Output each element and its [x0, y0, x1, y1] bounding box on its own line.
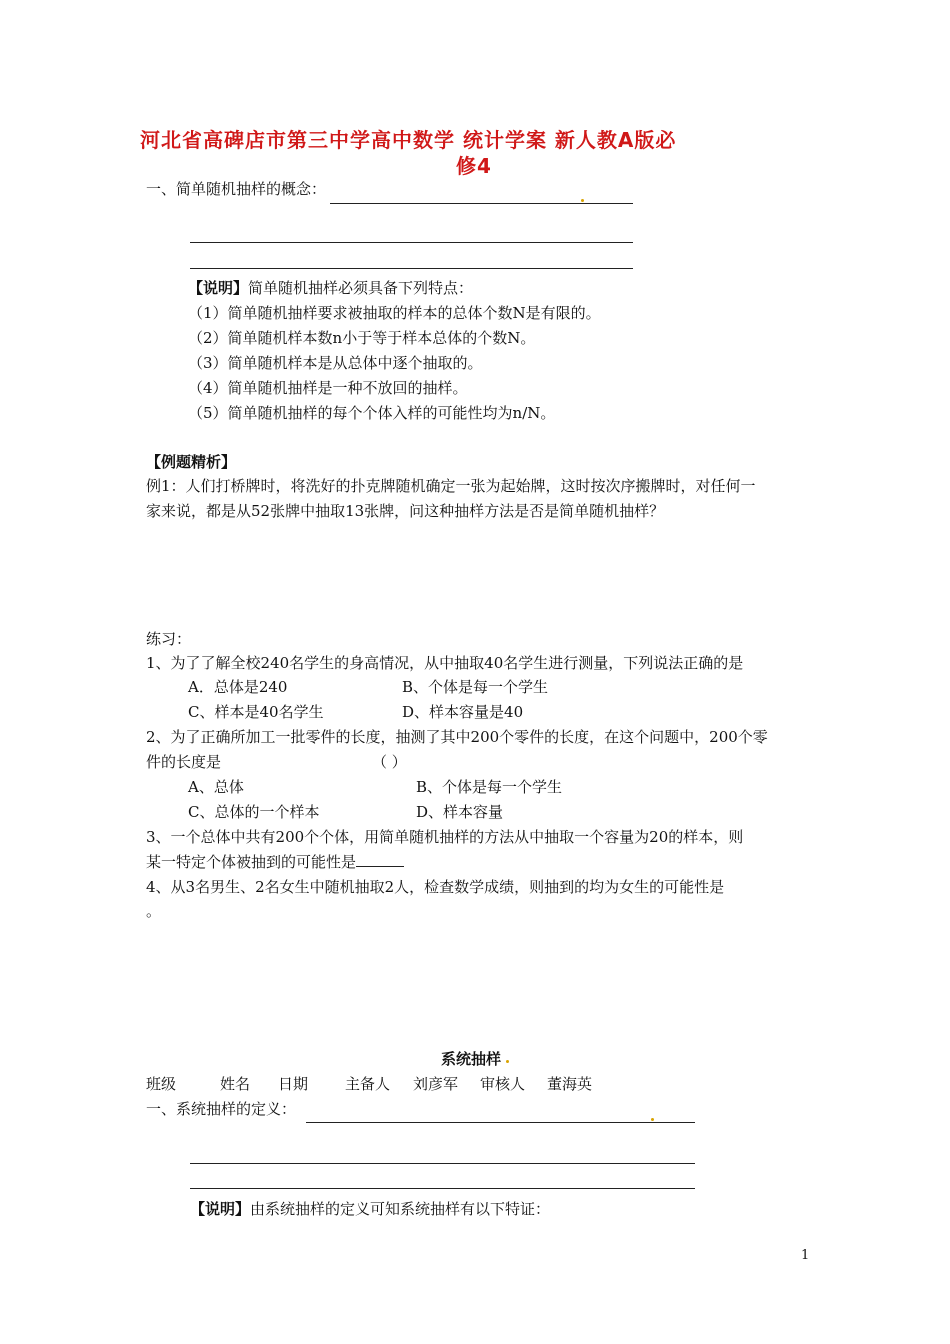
q2-stem-line2: 件的长度是	[146, 753, 222, 771]
example-line1: 例1：人们打桥牌时，将洗好的扑克牌随机确定一张为起始牌，这时按次序搬牌时，对任何一	[146, 477, 756, 495]
def-answer-line-2	[190, 1163, 695, 1164]
point-2: （2）简单随机样本数n小于等于样本总体的个数N。	[188, 329, 536, 347]
marker-dot	[506, 1060, 509, 1063]
q2-stem-line1: 2、为了正确所加工一批零件的长度，抽测了其中200个零件的长度，在这个问题中，200个零	[146, 728, 768, 746]
point-1: （1）简单随机抽样要求被抽取的样本的总体个数N是有限的。	[188, 304, 601, 322]
page-title-line1: 河北省高碑店市第三中学高中数学 统计学案 新人教A版必	[140, 128, 677, 152]
page-title-line2: 修4	[456, 154, 492, 178]
q4-stem-line1: 4、从3名男生、2名女生中随机抽取2人，检查数学成绩，则抽到的均为女生的可能性是	[146, 878, 725, 896]
answer-line-1	[330, 203, 633, 204]
page-number: 1	[801, 1248, 810, 1263]
point-3: （3）简单随机样本是从总体中逐个抽取的。	[188, 354, 483, 372]
q3-answer-blank	[356, 852, 404, 867]
note-label: 【说明】	[188, 279, 249, 297]
q1-option-d: D、样本容量是40	[402, 703, 524, 721]
point-4: （4）简单随机抽样是一种不放回的抽样。	[188, 379, 468, 397]
q3-stem-text: 某一特定个体被抽到的可能性是	[146, 853, 357, 871]
q3-stem-line1: 3、一个总体中共有200个个体，用简单随机抽样的方法从中抽取一个容量为20的样本，则	[146, 828, 744, 846]
info-name: 姓名	[220, 1075, 251, 1093]
q2-option-d: D、样本容量	[416, 803, 504, 821]
section1-note	[188, 277, 473, 298]
systematic-note	[190, 1198, 550, 1219]
q3-stem-line2	[146, 851, 404, 872]
q2-option-c: C、总体的一个样本	[188, 803, 320, 821]
info-class: 班级	[146, 1075, 177, 1093]
info-preparer-label: 主备人	[345, 1075, 391, 1093]
info-reviewer-label: 审核人	[480, 1075, 526, 1093]
q4-stem-line2: 。	[146, 902, 162, 920]
practice-heading: 练习：	[146, 630, 192, 648]
q1-stem: 1、为了了解全校240名学生的身高情况，从中抽取40名学生进行测量，下列说法正确的是	[146, 654, 744, 672]
example-heading: 【例题精析】	[146, 453, 237, 471]
section1-heading: 一、简单随机抽样的概念：	[146, 180, 327, 198]
q2-answer-paren: （ ）	[372, 753, 407, 771]
marker-dot	[651, 1118, 654, 1121]
systematic-heading: 系统抽样	[441, 1050, 502, 1068]
q2-option-b: B、个体是每一个学生	[416, 778, 563, 796]
def-answer-line-3	[190, 1188, 695, 1189]
answer-line-3	[190, 268, 633, 269]
marker-dot	[581, 199, 584, 202]
point-5: （5）简单随机抽样的每个个体入样的可能性均为n/N。	[188, 404, 556, 422]
q2-option-a: A、总体	[188, 778, 244, 796]
note-label: 【说明】	[190, 1200, 251, 1218]
info-date: 日期	[278, 1075, 309, 1093]
note-text: 简单随机抽样必须具备下列特点：	[248, 279, 474, 297]
info-preparer: 刘彦军	[413, 1075, 459, 1093]
note-text: 由系统抽样的定义可知系统抽样有以下特证：	[250, 1200, 551, 1218]
q1-option-a: A．总体是240	[188, 678, 288, 696]
q1-option-c: C、样本是40名学生	[188, 703, 324, 721]
answer-line-2	[190, 242, 633, 243]
example-line2: 家来说，都是从52张牌中抽取13张牌，问这种抽样方法是否是简单随机抽样？	[146, 502, 665, 520]
def-answer-line-1	[306, 1122, 695, 1123]
q1-option-b: B、个体是每一个学生	[402, 678, 549, 696]
info-reviewer: 董海英	[547, 1075, 593, 1093]
systematic-def-heading: 一、系统抽样的定义：	[146, 1100, 297, 1118]
